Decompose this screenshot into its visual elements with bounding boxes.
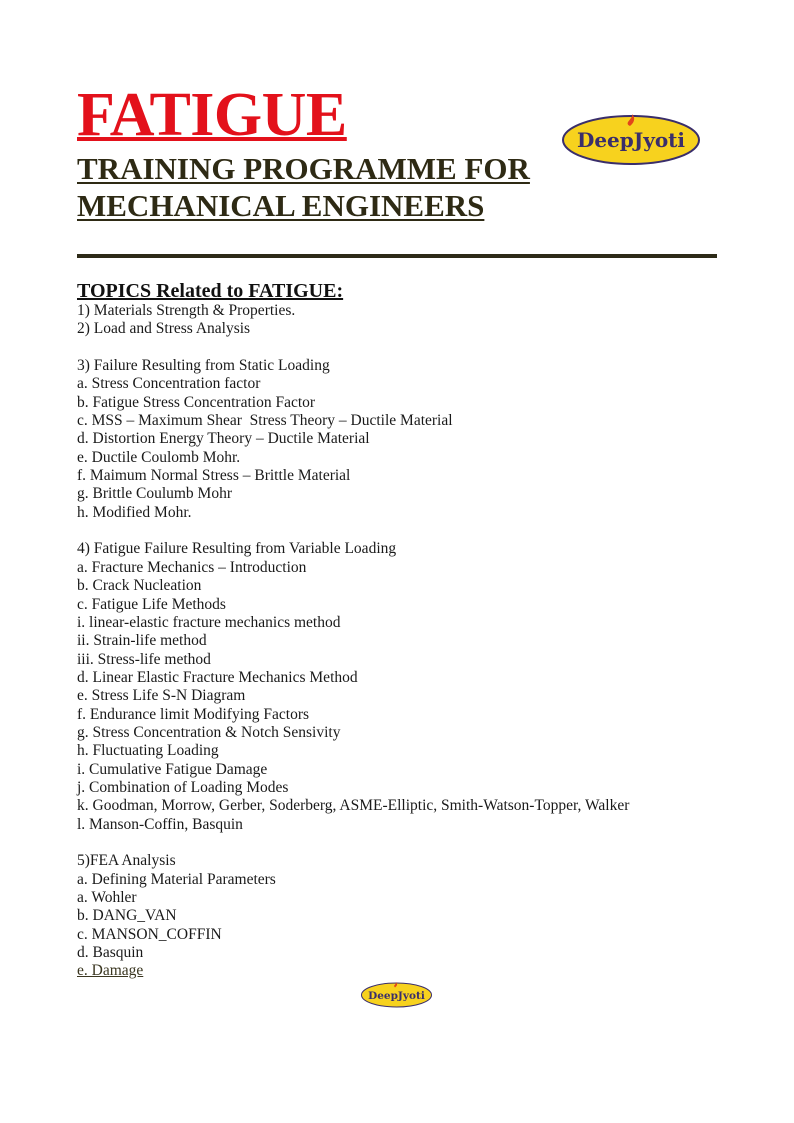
deepjyoti-logo [561, 114, 701, 166]
section-heading: 5)FEA Analysis [77, 852, 176, 870]
damage-link[interactable]: e. Damage [77, 962, 144, 980]
list-item: b. Fatigue Stress Concentration Factor [77, 393, 316, 411]
list-item: i. Cumulative Fatigue Damage [77, 760, 268, 778]
document-subtitle [77, 150, 530, 224]
list-item: 2) Load and Stress Analysis [77, 320, 251, 338]
subtitle-line-2: MECHANICAL ENGINEERS [77, 188, 485, 223]
topics-heading: TOPICS Related to FATIGUE: [77, 280, 344, 302]
footer-logo-text: DeepJyoti [368, 990, 425, 1002]
list-item: f. Endurance limit Modifying Factors [77, 705, 310, 723]
topics-list [77, 302, 629, 981]
list-item: a. Stress Concentration factor [77, 375, 261, 393]
logo-text: DeepJyoti [576, 128, 686, 152]
list-item: 1) Materials Strength & Properties. [77, 302, 296, 319]
list-item: c. MSS – Maximum Shear Stress Theory – Ductile Material [77, 412, 453, 430]
section-heading: 3) Failure Resulting from Static Loading [77, 357, 330, 375]
list-item: g. Stress Concentration & Notch Sensivity [77, 723, 341, 741]
footer-deepjyoti-logo [360, 981, 433, 1008]
document-title: FATIGUE [77, 81, 347, 149]
list-item: j. Combination of Loading Modes [77, 778, 289, 796]
list-item: a. Defining Material Parameters [77, 870, 276, 888]
list-item: d. Distortion Energy Theory – Ductile Material [77, 430, 370, 448]
list-item: e. Stress Life S-N Diagram [77, 687, 246, 705]
horizontal-rule [77, 254, 717, 258]
list-item: ii. Strain-life method [77, 632, 207, 650]
list-item: i. linear-elastic fracture mechanics method [77, 613, 341, 631]
list-item: e. Ductile Coulomb Mohr. [77, 448, 241, 466]
list-item: d. Linear Elastic Fracture Mechanics Method [77, 668, 358, 686]
list-item: k. Goodman, Morrow, Gerber, Soderberg, ASME-Elliptic, Smith-Watson-Topper, Walker [77, 797, 630, 815]
list-item: h. Fluctuating Loading [77, 742, 219, 760]
list-item: iii. Stress-life method [77, 650, 211, 668]
list-item: f. Maimum Normal Stress – Brittle Material [77, 467, 351, 485]
list-item: b. DANG_VAN [77, 907, 177, 925]
subtitle-line-1: TRAINING PROGRAMME FOR [77, 151, 530, 186]
list-item: c. MANSON_COFFIN [77, 925, 222, 943]
list-item: l. Manson-Coffin, Basquin [77, 815, 243, 833]
list-item: g. Brittle Coulumb Mohr [77, 485, 232, 503]
section-heading: 4) Fatigue Failure Resulting from Variable Loading [77, 540, 397, 558]
list-item: a. Fracture Mechanics – Introduction [77, 558, 307, 576]
list-item: c. Fatigue Life Methods [77, 595, 226, 613]
list-item: b. Crack Nucleation [77, 577, 202, 595]
list-item: h. Modified Mohr. [77, 503, 192, 521]
list-item: a. Wohler [77, 889, 137, 906]
list-item: d. Basquin [77, 944, 144, 962]
